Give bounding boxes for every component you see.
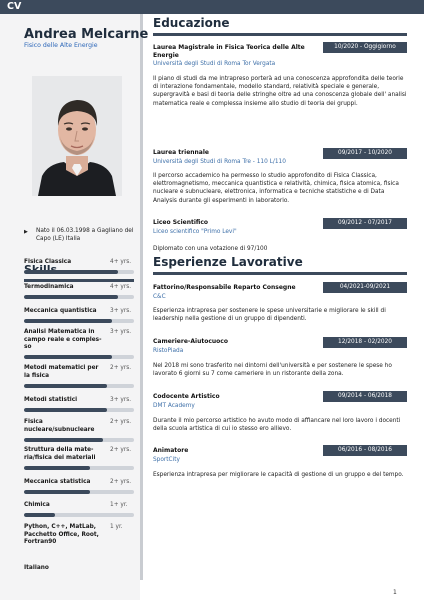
skill-level-fill bbox=[24, 466, 90, 470]
skill-years: 2+ yrs. bbox=[110, 419, 132, 425]
entry-description: Esperienza intrapresa per migliorare le capacità di gestione di un gruppo e del tempo. bbox=[153, 472, 404, 478]
bullet-arrow-icon: ▶ bbox=[24, 229, 28, 235]
skill-label: Termodinamica bbox=[24, 284, 74, 290]
skill-label: Meccanica quantistica bbox=[24, 308, 97, 314]
entry-institution: Università degli Studi di Roma Tre - 110 L/110 bbox=[153, 159, 286, 165]
skill-label: Python, C++, MatLab, Pacchetto Office, Root, Fortran90 bbox=[24, 524, 99, 546]
entry-title: Animatore bbox=[153, 447, 189, 454]
skill-years: 2+ yrs. bbox=[110, 479, 132, 485]
skill-level-fill bbox=[24, 513, 55, 517]
skill-label: Analisi Matematica in campo reale e comples-so bbox=[24, 329, 102, 351]
birth-info bbox=[24, 227, 136, 244]
entry-company: RistoPiada bbox=[153, 348, 184, 354]
skill-label: Metodi statistici bbox=[24, 397, 78, 403]
skill-years: 1 yr. bbox=[110, 524, 123, 530]
entry-description: Durante il mio percorso artistico ho avuto modo di affiancare nel loro lavoro i docenti della scuola artistica di cui io stesso ero allievo. bbox=[153, 418, 401, 433]
skill-years: 3+ yrs. bbox=[110, 329, 132, 335]
birth-text: Nato il 06.03.1998 a Gagliano del Capo (LE) Italia bbox=[36, 228, 134, 243]
profile-name: Andrea Melcarne bbox=[24, 27, 149, 42]
skill-label: Fisica nucleare/subnucleare bbox=[24, 419, 95, 433]
skill-level-fill bbox=[24, 408, 107, 412]
skill-label: Chimica bbox=[24, 502, 50, 508]
skill-level-bar bbox=[24, 295, 134, 299]
entry-title: Liceo Scientifico bbox=[153, 219, 209, 226]
entry-date-badge: 10/2020 - Oggigiorno bbox=[323, 42, 407, 53]
entry-title: Fattorino/Responsabile Reparto Consegne bbox=[153, 284, 296, 291]
entry-date-badge: 09/2012 - 07/2017 bbox=[323, 218, 407, 229]
skill-level-bar bbox=[24, 384, 134, 388]
skill-level-fill bbox=[24, 355, 112, 359]
entry-institution: Liceo scientifico "Primo Levi" bbox=[153, 229, 237, 235]
entry-company: C&C bbox=[153, 294, 166, 300]
skill-level-fill bbox=[24, 384, 107, 388]
profile-subtitle: Fisico delle Alte Energie bbox=[24, 42, 98, 49]
skill-level-fill bbox=[24, 270, 118, 274]
skill-level-bar bbox=[24, 270, 134, 274]
page-number: 1 bbox=[393, 589, 397, 596]
entry-date-badge: 04/2021-09/2021 bbox=[323, 282, 407, 293]
entry-institution: Università degli Studi di Roma Tor Vergata bbox=[153, 61, 276, 67]
skill-label: Fisica Classica bbox=[24, 259, 72, 265]
cv-tab-label: CV bbox=[7, 1, 22, 12]
skill-label: Metodi matematici per la fisica bbox=[24, 365, 99, 379]
entry-title: Codocente Artistico bbox=[153, 393, 220, 400]
skill-label: Meccanica statistica bbox=[24, 479, 91, 485]
entry-date-badge: 12/2018 - 02/2020 bbox=[323, 337, 407, 348]
skill-years: 2+ yrs. bbox=[110, 447, 132, 453]
entry-date-badge: 09/2014 - 06/2018 bbox=[323, 391, 407, 402]
skill-years: 3+ yrs. bbox=[110, 397, 132, 403]
education-divider bbox=[153, 33, 407, 36]
skill-level-fill bbox=[24, 438, 103, 442]
skill-level-bar bbox=[24, 355, 134, 359]
entry-title: Laurea Magistrale in Fisica Teorica delle Alte Energie bbox=[153, 44, 305, 59]
entry-description: Diplomato con una votazione di 97/100 bbox=[153, 246, 268, 252]
skill-level-fill bbox=[24, 319, 112, 323]
entry-description: Il piano di studi da me intrapreso porterà ad una conoscenza approfondita delle teorie di interazione fondamentale, modello standard, relatività speciale e generale, supergravità e basi di teoria delle stringhe oltre ad una conoscenza globale dell' analisi matematica reale e complessa insieme allo studio di teoria dei gruppi. bbox=[153, 76, 407, 107]
skill-level-fill bbox=[24, 490, 90, 494]
skill-years: 4+ yrs. bbox=[110, 284, 132, 290]
skill-level-bar bbox=[24, 490, 134, 494]
entry-description: Nel 2018 mi sono trasferito nei dintorni dell'università e per sostenere le spese ho lavorato 6 giorni su 7 come cameriere in un ristorante della zona. bbox=[153, 363, 392, 378]
entry-title: Cameriere-Aiutocuoco bbox=[153, 338, 228, 345]
skill-level-bar bbox=[24, 438, 134, 442]
language-item: Italiano bbox=[24, 565, 49, 571]
skill-years: 4+ yrs. bbox=[110, 259, 132, 265]
entry-date-badge: 06/2016 - 08/2016 bbox=[323, 445, 407, 456]
experience-divider bbox=[153, 272, 407, 275]
skill-label: Struttura della mate-ria/fisica dei materiali bbox=[24, 447, 96, 461]
sidebar-divider bbox=[140, 14, 143, 580]
skills-divider bbox=[24, 279, 134, 282]
header-bar bbox=[0, 0, 424, 14]
skill-level-fill bbox=[24, 295, 118, 299]
entry-description: Esperienza intrapresa per sostenere le spese universitarie e migliorare le skill di leadership nella gestione di un gruppo di dipendenti. bbox=[153, 308, 386, 323]
portrait-image bbox=[32, 76, 122, 196]
skill-level-bar bbox=[24, 513, 134, 517]
education-heading: Educazione bbox=[153, 16, 230, 30]
entry-title: Laurea triennale bbox=[153, 149, 209, 156]
skill-level-bar bbox=[24, 408, 134, 412]
skill-level-bar bbox=[24, 466, 134, 470]
skill-years: 1+ yr. bbox=[110, 502, 128, 508]
entry-description: Il percorso accademico ha permesso lo studio approfondito di Fisica Classica, elettromagnetismo, meccanica quantistica e relatività, chimica, fisica atomica, fisica nucleare e subnucleare, elettronica, informatica e tecniche statistiche e di Data Analysis durante gli esperimenti in laboratorio. bbox=[153, 173, 399, 204]
skill-level-bar bbox=[24, 319, 134, 323]
skill-years: 2+ yrs. bbox=[110, 365, 132, 371]
profile-photo bbox=[32, 76, 122, 196]
entry-company: SportCity bbox=[153, 457, 180, 463]
skill-years: 3+ yrs. bbox=[110, 308, 132, 314]
entry-company: DMT Academy bbox=[153, 403, 195, 409]
entry-date-badge: 09/2017 - 10/2020 bbox=[323, 148, 407, 159]
experience-heading: Esperienze Lavorative bbox=[153, 255, 303, 269]
